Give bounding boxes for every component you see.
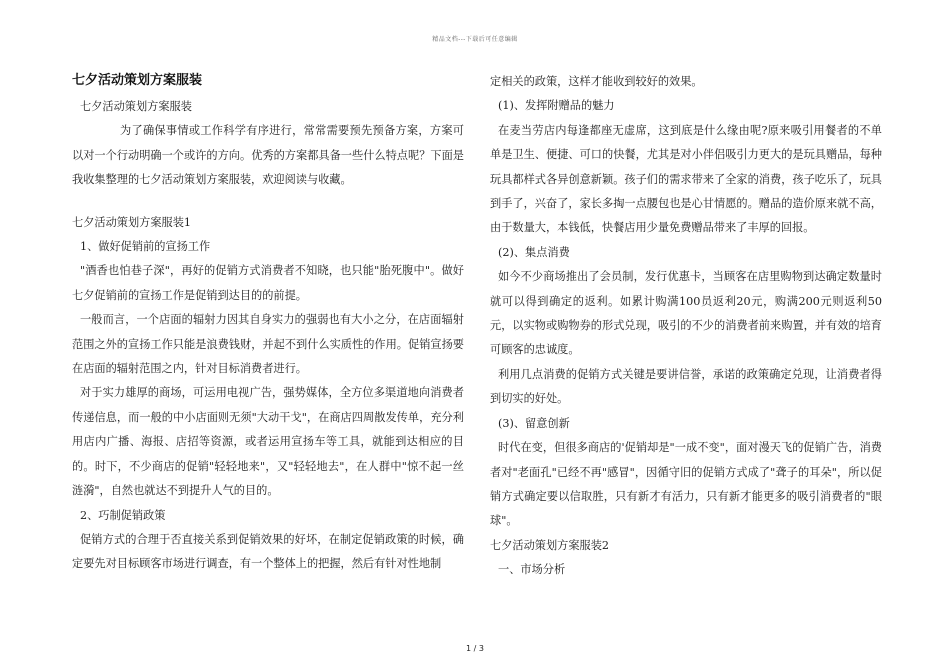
heading: 1、做好促销前的宣扬工作 (80, 240, 211, 254)
paragraph: 对于实力雄厚的商场，可运用电视广告，强势媒体，全方位多渠道地向消费者传递信息，而一般的中小店面则无须"大动干戈"，在商店四周散发传单，充分利用店内广播、海报、店招等资源，或者运用宣扬车等工具，就能到达相应的目的。时下，不少商店的促销"轻轻地来"，又"轻轻地去"，在人群中"惊不起一丝涟漪"，自然也就达不到提升人气的目的。 (72, 386, 464, 498)
heading: (1)、发挥附赠品的魅力 (498, 99, 615, 113)
right-column (490, 70, 882, 583)
paragraph: "酒香也怕巷子深"，再好的促销方式消费者不知晓，也只能"胎死腹中"。做好七夕促销前的宣扬工作是促销到达目的的前提。 (72, 264, 464, 302)
heading: (2)、集点消费 (498, 245, 570, 259)
paragraph: 时代在变，但很多商店的'促销却是"一成不变"，面对漫天飞的促销广告，消费者对"老面孔"已经不再"感冒"，因循守旧的促销方式成了"聋子的耳朵"，所以促销方式确定要以信取胜，只有新才有活力，只有新才能更多的吸引消费者的"眼球"。 (490, 441, 882, 528)
spacer (72, 193, 464, 211)
section-title: 七夕活动策划方案服装1 (72, 215, 191, 229)
section-title: 七夕活动策划方案服装2 (490, 538, 609, 552)
paragraph: 利用几点消费的促销方式关键是要讲信誉，承诺的政策确定兑现，让消费者得到切实的好处。 (490, 367, 882, 406)
paragraph: 定相关的政策，这样才能收到较好的效果。 (490, 75, 703, 88)
paragraph: 如今不少商场推出了会员制，发行优惠卡，当顾客在店里购物到达确定数量时就可以得到确定的返利。如累计购满100员返利20元，购满200元则返利50元，以实物或购物券的形式兑现，吸引的不少的消费者前来购置，并有效的培育可顾客的忠诚度。 (490, 270, 882, 357)
heading: (3)、留意创新 (498, 416, 570, 430)
paragraph: 促销方式的合理于否直接关系到促销效果的好坏，在制定促销政策的时候，确定要先对目标顾客市场进行调查，有一个整体上的把握，然后有针对性地制 (72, 532, 464, 571)
page-number: 1 / 3 (466, 644, 484, 653)
document-title: 七夕活动策划方案服装 (72, 73, 203, 88)
paragraph: 在麦当劳店内每逢都座无虚席，这到底是什么缘由呢?原来吸引用餐者的不单单是卫生、便捷、可口的快餐，尤其是对小伴侣吸引力更大的是玩具赠品，每种玩具都样式各异创意新颖。孩子们的需求带来了全家的消费，孩子吃乐了，玩具到手了，兴奋了，家长多掏一点腰包也是心甘情愿的。赠品的造价原来就不高，由于数量大，本钱低，快餐店用少量免费赠品带来了丰厚的回报。 (490, 123, 882, 235)
subtitle: 七夕活动策划方案服装 (80, 100, 192, 113)
left-column (72, 70, 464, 577)
intro-paragraph: 为了确保事情或工作科学有序进行，常常需要预先预备方案，方案可以对一个行动明确一个或许的方向。优秀的方案都具备一些什么特点呢？下面是我收集整理的七夕活动策划方案服装，欢迎阅读与收藏。 (72, 124, 464, 187)
heading: 2、巧制促销政策 (80, 508, 166, 522)
page-header: 精品文档---下载后可任意编辑 (432, 36, 518, 43)
paragraph: 一般而言，一个店面的辐射力因其自身实力的强弱也有大小之分，在店面辐射范围之外的宣扬工作只能是浪费钱财，并起不到什么实质性的作用。促销宣扬要在店面的辐射范围之内，针对目标消费者进行。 (72, 313, 464, 376)
heading: 一、市场分析 (498, 563, 566, 577)
